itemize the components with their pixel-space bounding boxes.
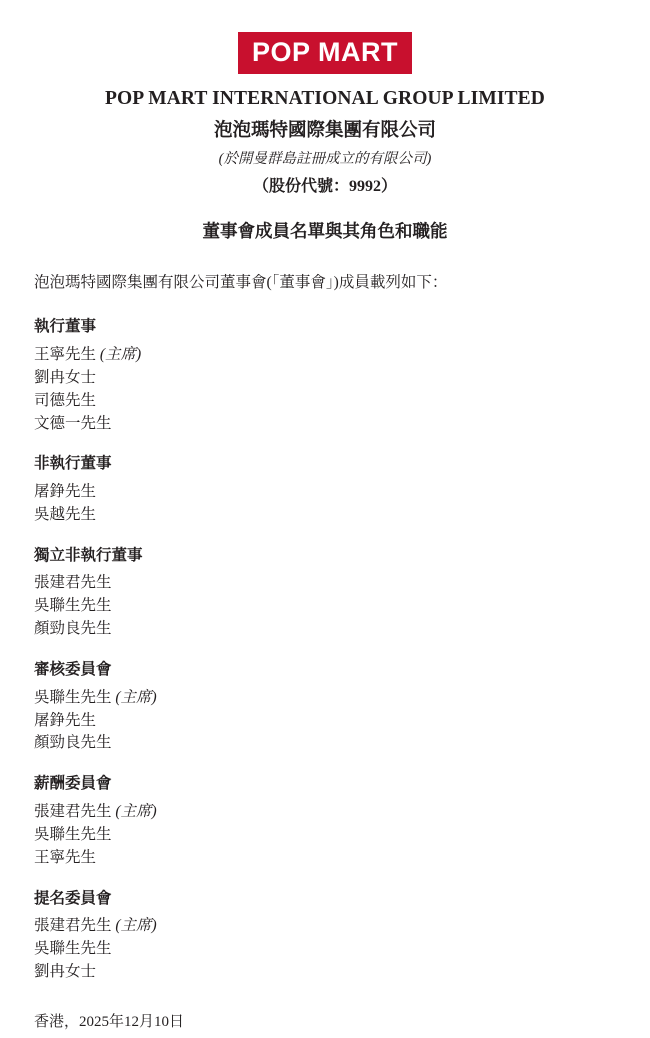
member-name: 張建君先生 — [34, 917, 112, 935]
list-item — [34, 572, 616, 595]
member-name: 文德一先生 — [34, 414, 112, 432]
member-name: 劉冉女士 — [34, 368, 97, 386]
list-item — [34, 504, 616, 527]
list-item — [34, 710, 616, 733]
document-date: 香港，2025年12月10日 — [34, 1013, 185, 1030]
company-name-english: POP MART INTERNATIONAL GROUP LIMITED — [105, 88, 545, 109]
list-item — [34, 732, 616, 755]
list-item — [34, 801, 616, 824]
section-title: 薪酬委員會 — [34, 775, 112, 793]
intro-paragraph: 泡泡瑪特國際集團有限公司董事會(「董事會」)成員載列如下： — [34, 274, 448, 291]
member-name: 張建君先生 — [34, 574, 112, 592]
section-title: 執行董事 — [34, 318, 97, 336]
member-name: 顏勁良先生 — [34, 734, 112, 752]
company-name-chinese: 泡泡瑪特國際集團有限公司 — [213, 121, 436, 141]
section-nomination-committee — [34, 888, 616, 984]
list-item — [34, 687, 616, 710]
member-name: 吳聯生先生 — [34, 940, 112, 958]
member-name: 吳聯生先生 — [34, 825, 112, 843]
member-name: 張建君先生 — [34, 802, 112, 820]
member-name: 王寧先生 — [34, 345, 97, 363]
list-item — [34, 961, 616, 984]
member-name: 吳越先生 — [34, 505, 97, 523]
member-name: 王寧先生 — [34, 848, 97, 866]
list-item — [34, 367, 616, 390]
member-role: (主席) — [115, 688, 157, 706]
member-name: 屠錚先生 — [34, 711, 97, 729]
section-title: 非執行董事 — [34, 455, 112, 473]
list-item — [34, 481, 616, 504]
member-name: 吳聯生先生 — [34, 597, 112, 615]
section-independent-non-executive-directors — [34, 545, 616, 641]
member-role: (主席) — [115, 917, 157, 935]
list-item — [34, 390, 616, 413]
section-title: 獨立非執行董事 — [34, 546, 143, 564]
pop-mart-logo: POP MART — [238, 32, 412, 74]
member-role: (主席) — [99, 345, 142, 363]
section-non-executive-directors — [34, 453, 616, 526]
member-role: (主席) — [115, 802, 157, 820]
member-name: 司德先生 — [34, 391, 97, 409]
list-item — [34, 847, 616, 870]
section-title: 提名委員會 — [34, 889, 112, 907]
section-remuneration-committee — [34, 773, 616, 869]
logo-container — [34, 32, 616, 74]
member-name: 吳聯生先生 — [34, 688, 112, 706]
list-item — [34, 413, 616, 436]
section-title: 審核委員會 — [34, 661, 112, 679]
member-name: 屠錚先生 — [34, 482, 97, 500]
list-item — [34, 344, 616, 367]
incorporation-note: (於開曼群島註冊成立的有限公司) — [218, 151, 432, 167]
list-item — [34, 938, 616, 961]
section-audit-committee — [34, 659, 616, 755]
list-item — [34, 915, 616, 938]
stock-code: （股份代號：9992） — [252, 178, 397, 195]
member-name: 劉冉女士 — [34, 963, 97, 980]
section-executive-directors — [34, 316, 616, 435]
list-item — [34, 595, 616, 618]
page-title: 董事會成員名單與其角色和職能 — [202, 221, 448, 241]
list-item — [34, 618, 616, 641]
list-item — [34, 824, 616, 847]
member-name: 顏勁良先生 — [34, 620, 112, 638]
